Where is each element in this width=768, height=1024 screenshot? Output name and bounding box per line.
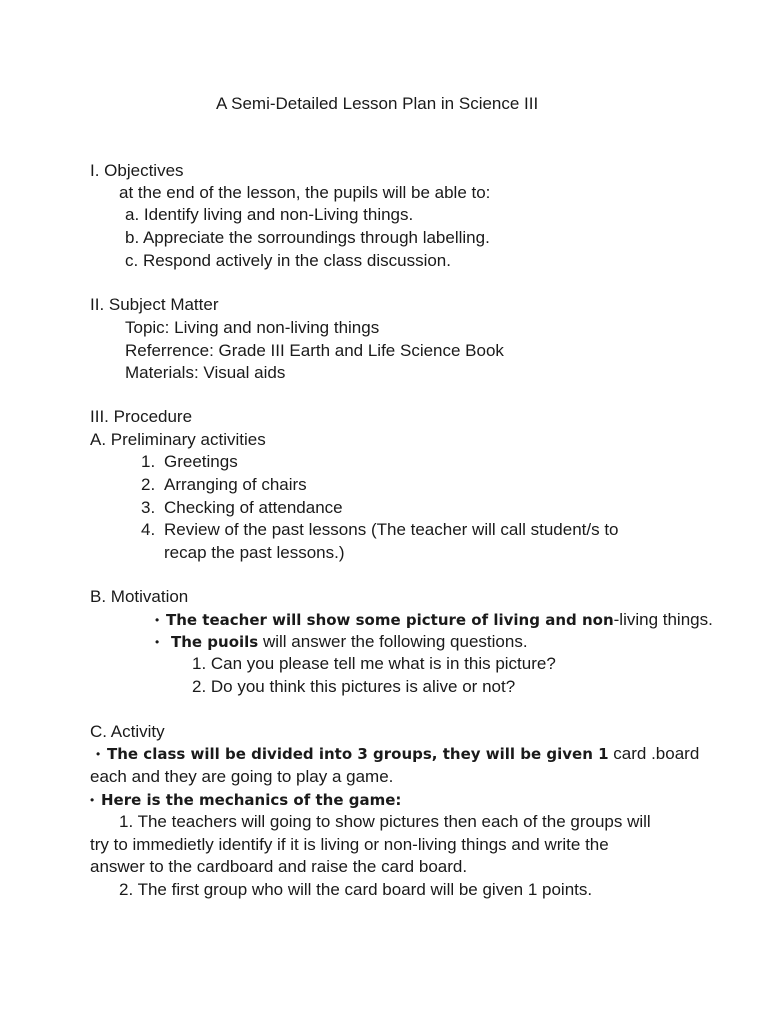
motivation-question-2: 2. Do you think this pictures is alive or not?	[192, 677, 516, 696]
activity-bullet-2-bold: Here is the mechanics of the game:	[101, 791, 402, 809]
activity-bullet-1	[107, 743, 699, 765]
objectives-heading: I. Objectives	[90, 161, 184, 180]
activity-bullet-1-rest: card .board	[608, 744, 700, 763]
motivation-question-1: 1. Can you please tell me what is in this picture?	[192, 654, 556, 673]
preliminary-item-text: Checking of attendance	[164, 498, 343, 517]
preliminary-item-text: Greetings	[164, 452, 238, 471]
bullet-icon: •	[155, 635, 160, 649]
preliminary-item-number: 1.	[141, 452, 156, 471]
motivation-bullet-1-rest: -living things.	[613, 610, 713, 629]
motivation-bullet-2	[171, 631, 528, 653]
subject-matter-heading: II. Subject Matter	[90, 295, 219, 314]
motivation-heading: B. Motivation	[90, 587, 189, 606]
activity-bullet-1-bold: The class will be divided into 3 groups, they will be given 1	[107, 745, 609, 763]
activity-step-1: 1. The teachers will going to show pictures then each of the groups will	[119, 812, 651, 831]
objective-item: b. Appreciate the sorroundings through labelling.	[125, 228, 490, 247]
subject-topic: Topic: Living and non-living things	[125, 318, 380, 337]
bullet-icon: •	[96, 747, 101, 761]
activity-step-1-line-3: answer to the cardboard and raise the card board.	[90, 857, 468, 876]
subject-reference: Referrence: Grade III Earth and Life Science Book	[125, 341, 504, 360]
activity-heading: C. Activity	[90, 722, 165, 741]
preliminary-heading: A. Preliminary activities	[90, 430, 266, 449]
activity-step-2: 2. The first group who will the card board will be given 1 points.	[119, 880, 593, 899]
activity-step-1-line-2: try to immedietly identify if it is living or non-living things and write the	[90, 835, 609, 854]
bullet-icon: •	[155, 613, 160, 627]
activity-bullet-2	[101, 789, 401, 811]
objective-item: a. Identify living and non-Living things.	[125, 205, 414, 224]
procedure-heading: III. Procedure	[90, 407, 193, 426]
document-title: A Semi-Detailed Lesson Plan in Science III	[216, 94, 539, 113]
preliminary-item-number: 4.	[141, 520, 156, 539]
subject-materials: Materials: Visual aids	[125, 363, 286, 382]
motivation-bullet-2-bold: The puoils	[171, 633, 259, 651]
preliminary-item-text: Review of the past lessons (The teacher will call student/s to	[164, 520, 619, 539]
motivation-bullet-2-rest: will answer the following questions.	[258, 632, 528, 651]
preliminary-item-text: Arranging of chairs	[164, 475, 307, 494]
objective-item: c. Respond actively in the class discussion.	[125, 251, 451, 270]
preliminary-item-continuation: recap the past lessons.)	[164, 543, 345, 562]
objectives-intro: at the end of the lesson, the pupils will be able to:	[119, 183, 491, 202]
preliminary-item-number: 3.	[141, 498, 156, 517]
bullet-icon: •	[90, 793, 95, 807]
preliminary-item-number: 2.	[141, 475, 156, 494]
activity-bullet-1-continuation: each and they are going to play a game.	[90, 767, 394, 786]
motivation-bullet-1	[166, 609, 713, 631]
motivation-bullet-1-bold: The teacher will show some picture of living and non	[166, 611, 614, 629]
